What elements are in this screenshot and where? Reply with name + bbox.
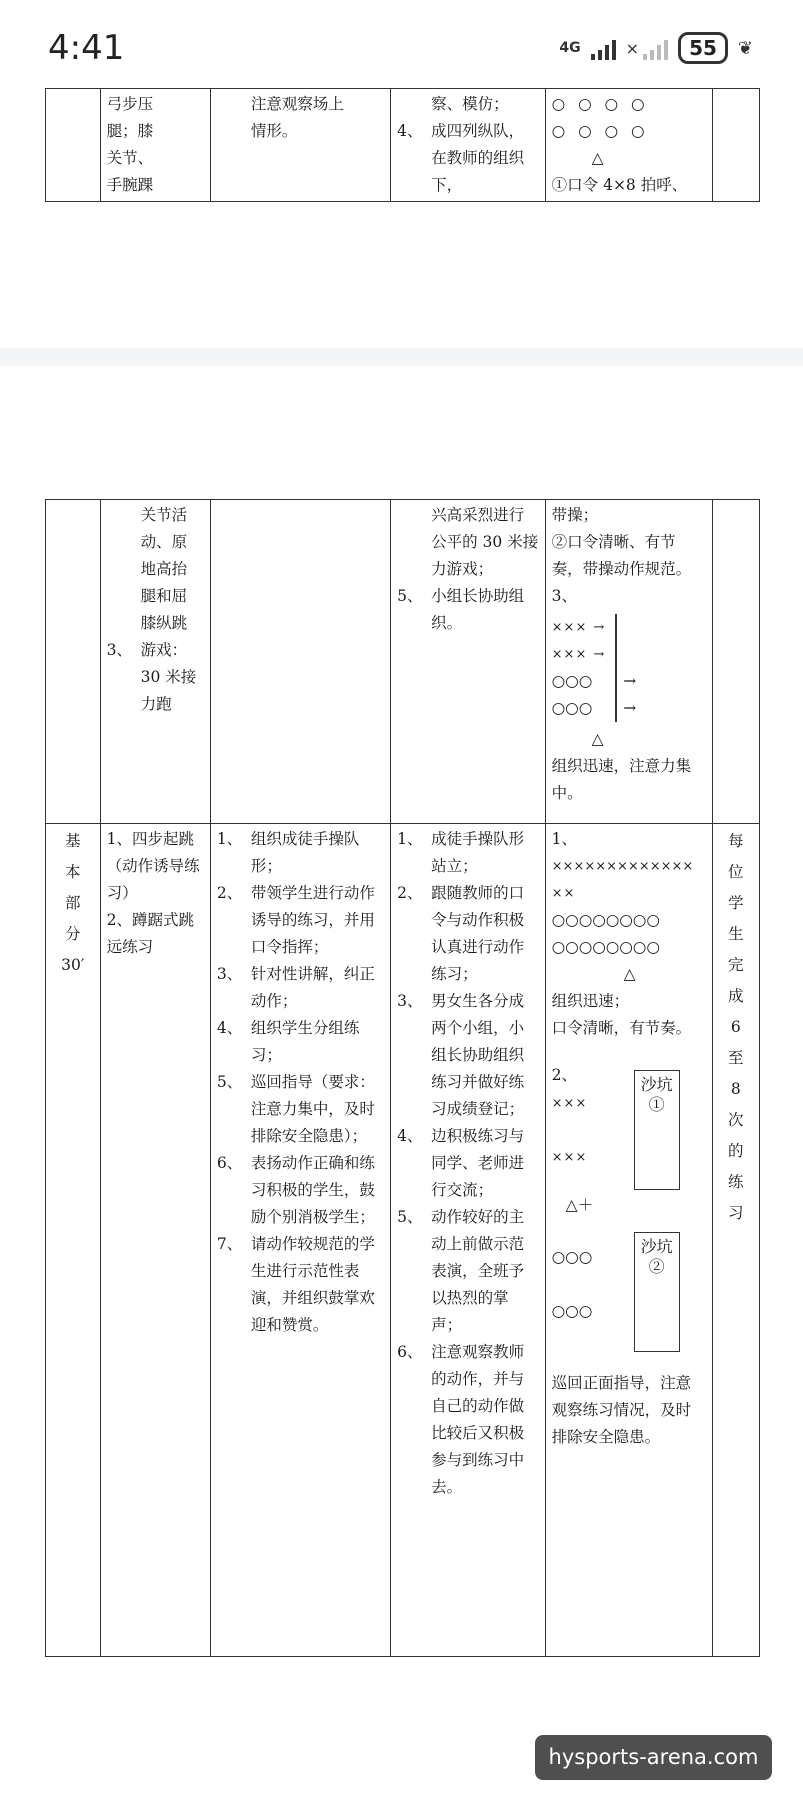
part-char: 分 — [65, 925, 81, 943]
content-line: 30 米接 — [140, 668, 197, 686]
item-number: 6、 — [397, 1343, 423, 1361]
item-number: 5、 — [397, 587, 423, 605]
item-text: 边积极练习与同学、老师进行交流； — [431, 1127, 525, 1199]
part-char: 部 — [65, 894, 81, 912]
relay-row — [552, 668, 606, 695]
cell-load — [712, 500, 759, 824]
student-line: 兴高采烈进行公平的 30 米接力游戏； — [431, 506, 539, 578]
cell-student — [391, 500, 546, 824]
organization-note: ①口令 4×8 拍呼、 — [551, 176, 688, 194]
student-item — [397, 583, 539, 637]
load-char: 8 — [730, 1080, 741, 1098]
item-number: 3、 — [216, 965, 243, 983]
load-char: 学 — [728, 894, 744, 912]
cell-part — [46, 500, 101, 824]
cell-organization-basic — [545, 824, 712, 1657]
formation-row: ○ ○ ○ ○ — [551, 122, 649, 140]
item-number: 4、 — [397, 122, 423, 140]
cell-teacher — [210, 500, 390, 824]
relay-group: ××× — [551, 647, 588, 662]
content-line: 动、原 — [140, 533, 188, 551]
cell-part-basic — [46, 824, 101, 1657]
relay-row — [552, 614, 606, 641]
cell-organization — [545, 500, 712, 824]
status-time: 4:41 — [48, 28, 125, 68]
content-line: 关节活 — [140, 506, 188, 524]
item-text: 巡回指导（要求：注意力集中，及时排除安全隐患）； — [250, 1073, 375, 1145]
item-text: 成徒手操队形站立； — [431, 830, 525, 875]
teacher-marker: △ — [591, 149, 604, 167]
signal-strength-2-icon — [643, 36, 668, 60]
teacher-line: 注意观察场上 — [250, 95, 344, 113]
load-char: 习 — [728, 1204, 744, 1222]
teacher-item — [217, 1231, 384, 1339]
item-text: 动作较好的主动上前做示范表演，全班予以热烈的掌声； — [431, 1208, 525, 1334]
relay-group: ○○○ — [551, 699, 593, 717]
item-text: 注意观察教师的动作，并与自己的动作做比较后又积极参与到练习中去。 — [431, 1343, 525, 1496]
content-line: 关节、 — [106, 149, 154, 167]
item-text: 成四列纵队，在教师的组织下， — [431, 122, 525, 194]
organization-note: 口令清晰，有节奏。 — [551, 1019, 692, 1037]
arrow-right-icon: → — [593, 647, 606, 662]
part-char: 基 — [65, 832, 81, 850]
teacher-item — [217, 1150, 384, 1231]
relay-diagram — [552, 614, 706, 722]
teacher-item — [217, 826, 384, 880]
teacher-item — [217, 880, 384, 961]
arrow-right-icon: → — [623, 672, 637, 690]
content-line: 地高抬 — [140, 560, 188, 578]
load-char: 完 — [728, 956, 744, 974]
lesson-table-fragment-1 — [45, 88, 760, 202]
relay-line — [615, 614, 617, 722]
relay-arrows — [623, 614, 636, 722]
student-item — [397, 826, 539, 880]
teacher-line: 情形。 — [250, 122, 298, 140]
cell-teacher — [210, 89, 390, 202]
item-text: 针对性讲解，纠正动作； — [250, 965, 375, 1010]
formation-number: 2、 — [551, 1066, 578, 1084]
student-line: 察、模仿； — [431, 95, 509, 113]
no-signal-x-icon: × — [625, 38, 640, 58]
content-line: 2、蹲踞式跳远练习 — [106, 911, 194, 956]
student-item — [397, 1123, 539, 1204]
student-item — [397, 118, 539, 199]
item-number: 4、 — [397, 1127, 423, 1145]
load-char: 6 — [730, 1018, 741, 1036]
item-number: 1、 — [216, 830, 243, 848]
load-char: 的 — [728, 1142, 744, 1160]
cell-teacher-basic — [210, 824, 390, 1657]
relay-row — [552, 695, 606, 722]
part-char: 本 — [65, 863, 81, 881]
battery-icon: 55 — [678, 32, 728, 64]
formation-row: ××××××××××××× — [551, 859, 694, 874]
student-item — [397, 988, 539, 1123]
teacher-marker: △＋ — [565, 1196, 594, 1214]
load-char: 至 — [728, 1049, 744, 1067]
part-duration: 30′ — [61, 956, 85, 974]
status-bar — [0, 0, 803, 90]
watermark: hysports-arena.com — [535, 1735, 772, 1780]
cell-part — [46, 89, 101, 202]
cell-content — [100, 500, 210, 824]
group-girls: ○○○ — [551, 1248, 593, 1266]
load-char: 次 — [728, 1111, 744, 1129]
item-number: 6、 — [216, 1154, 243, 1172]
arrow-right-icon: → — [593, 620, 606, 635]
item-text: 带领学生进行动作诱导的练习，并用口令指挥； — [250, 884, 375, 956]
item-text: 组织成徒手操队形； — [250, 830, 360, 875]
content-line: 腿和屈 — [140, 587, 188, 605]
relay-row — [552, 641, 606, 668]
group-girls: ○○○ — [551, 1302, 593, 1320]
group-boys: ××× — [551, 1096, 588, 1111]
relay-groups — [552, 614, 606, 722]
student-item — [397, 1339, 539, 1501]
sandpit-2: 沙坑② — [634, 1232, 680, 1352]
content-line: 弓步压 — [106, 95, 154, 113]
load-char: 生 — [728, 925, 744, 943]
teacher-item — [217, 1015, 384, 1069]
organization-note: 带操； — [551, 506, 599, 524]
cell-student — [391, 89, 546, 202]
item-number: 2、 — [216, 884, 243, 902]
organization-note: 组织迅速，注意力集中。 — [551, 757, 692, 802]
item-text: 跟随教师的口令与动作积极认真进行动作练习； — [431, 884, 525, 983]
content-line: 力跑 — [140, 695, 172, 713]
content-item — [107, 637, 204, 664]
status-icons — [559, 32, 753, 64]
arrow-right-icon: → — [623, 699, 637, 717]
teacher-marker: △ — [591, 730, 604, 748]
cell-organization — [545, 89, 712, 202]
item-number: 4、 — [216, 1019, 243, 1037]
formation-row: ○○○○○○○○ — [551, 911, 660, 929]
item-number: 3、 — [397, 992, 423, 1010]
formation-row: ○○○○○○○○ — [551, 938, 660, 956]
teacher-marker: △ — [623, 965, 636, 983]
item-text: 男女生各分成两个小组，小组长协助组织练习并做好练习成绩登记； — [431, 992, 525, 1118]
sandpit-1: 沙坑① — [634, 1070, 680, 1190]
content-line: 腿；膝 — [106, 122, 154, 140]
item-number: 2、 — [397, 884, 423, 902]
group-boys: ××× — [551, 1150, 588, 1165]
item-text: 表扬动作正确和练习积极的学生，鼓励个别消极学生； — [250, 1154, 375, 1226]
item-number: 5、 — [216, 1073, 243, 1091]
item-text: 游戏： — [140, 641, 188, 659]
formation-row: ×× — [551, 886, 576, 901]
content-line: 手腕踝 — [106, 176, 154, 194]
network-label: 4G — [559, 40, 581, 56]
cell-load-basic — [712, 824, 759, 1657]
item-text: 小组长协助组织。 — [431, 587, 525, 632]
item-number: 5、 — [397, 1208, 423, 1226]
item-text: 请动作较规范的学生进行示范性表演，并组织鼓掌欢迎和赞赏。 — [250, 1235, 375, 1334]
organization-note: ②口令清晰、有节奏，带操动作规范。 — [551, 533, 692, 578]
signal-strength-icon — [591, 36, 616, 60]
formation-row: ○ ○ ○ ○ — [551, 95, 649, 113]
cell-content — [100, 89, 210, 202]
content-line: 膝纵跳 — [140, 614, 188, 632]
organization-note: 3、 — [551, 587, 578, 605]
relay-group: ××× — [551, 620, 588, 635]
teacher-item — [217, 1069, 384, 1150]
item-number: 7、 — [216, 1235, 243, 1253]
organization-note: 组织迅速； — [551, 992, 630, 1010]
cell-load — [712, 89, 759, 202]
student-item — [397, 1204, 539, 1339]
sandpit-diagram — [552, 1062, 706, 1362]
formation-number: 1、 — [551, 830, 578, 848]
item-text: 组织学生分组练习； — [250, 1019, 360, 1064]
item-number: 3、 — [106, 641, 132, 659]
content-line: 1、四步起跳（动作诱导练习） — [106, 830, 200, 902]
student-item — [397, 880, 539, 988]
cell-content-basic — [100, 824, 210, 1657]
organization-note: 巡回正面指导，注意观察练习情况，及时排除安全隐患。 — [551, 1374, 692, 1446]
item-number: 1、 — [397, 830, 423, 848]
cell-student-basic — [391, 824, 546, 1657]
load-char: 练 — [728, 1173, 744, 1191]
relay-group: ○○○ — [551, 672, 593, 690]
load-char: 位 — [728, 863, 744, 881]
page-separator — [0, 348, 803, 366]
load-char: 每 — [728, 832, 744, 850]
teacher-item — [217, 961, 384, 1015]
lesson-table-fragment-2 — [45, 499, 760, 1657]
load-char: 成 — [728, 987, 744, 1005]
leaf-icon: ❦ — [737, 37, 753, 59]
